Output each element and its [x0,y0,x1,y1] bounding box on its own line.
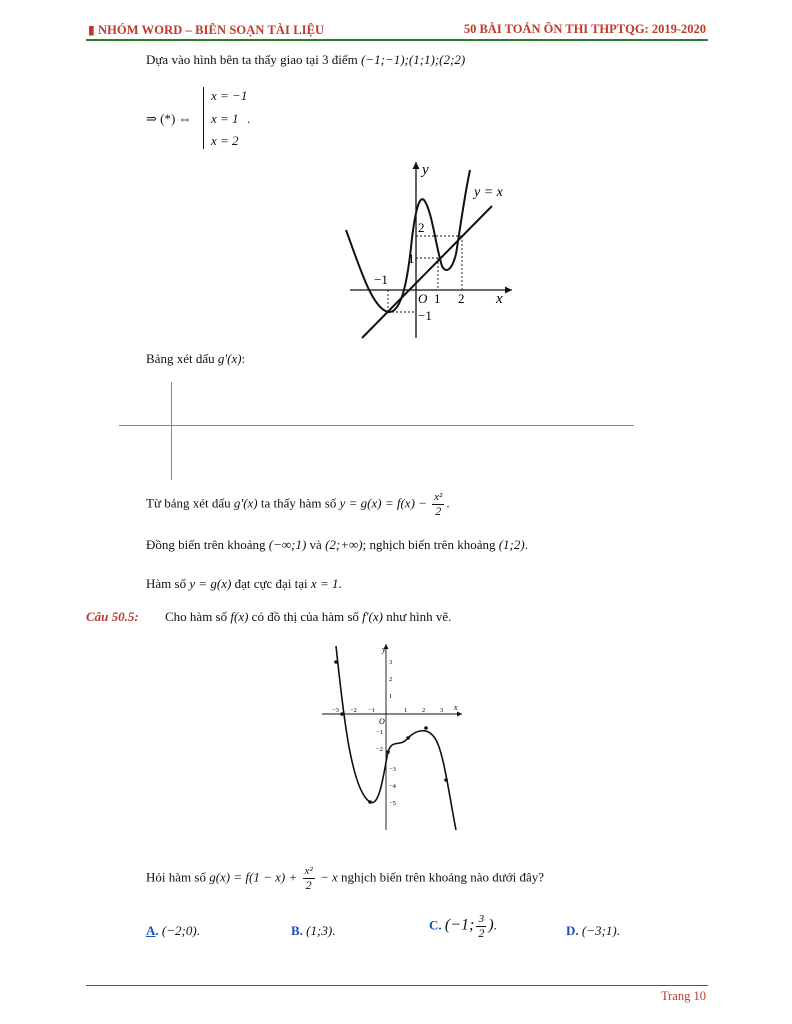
graph2-point-7 [444,778,448,782]
graph1-tick-y2: 2 [418,220,425,235]
graph2-ytick-neg1: −1 [376,729,383,736]
option-d[interactable] [566,923,620,939]
conclusion-frac-den: 2 [435,503,442,518]
system-end: . [247,111,251,126]
option-c-label: C. [429,917,442,933]
page-number: Trang 10 [660,989,706,1003]
option-b-value: (1;3) [306,923,333,938]
graph2-xtick-neg1: −1 [368,707,375,714]
graph2-xtick-3: 3 [440,707,444,714]
ask-fraction [303,866,315,891]
graph2-ytick-neg2: −2 [376,746,383,753]
extremum-x: x = 1 [310,576,339,591]
question-text-c: như hình vẽ. [386,609,452,624]
ask-frac-num: x² [304,865,313,877]
ask-tail: − x [319,869,338,885]
ask-frac-den: 2 [305,877,312,892]
graph2-ytick-2: 2 [389,676,393,683]
option-d-end: . [616,923,620,938]
sign-table-func: g'(x) [217,351,242,366]
graph2-origin: O [379,717,385,726]
graph1-tick-yneg1: −1 [418,308,432,323]
question-label: Câu 50.5: [86,609,139,624]
graph1-x-arrow [505,287,512,294]
option-b[interactable] [291,923,335,939]
graph2-point-2 [340,712,344,716]
conclusion-prefix: Từ bảng xét dấu [146,495,231,511]
header-rule [86,39,708,41]
conclusion-formula: y = g(x) = f(x) − [339,495,427,511]
system-row-1: x = −1 [211,88,248,103]
monotone-int3: (1;2) [498,537,525,552]
option-a-value: (−2;0) [161,923,197,938]
graph2-ytick-3: 3 [389,659,393,666]
graph-derivative [318,640,468,832]
option-c-close: ) [488,916,494,934]
question-text-a: Cho hàm số [165,609,228,624]
option-d-label: D. [566,923,579,938]
ask-b: nghịch biến trên khoảng nào dưới đây? [340,869,545,885]
graph1-y-label: y [422,162,429,178]
sign-table-label: Bảng xét dấu [146,351,215,366]
graph2-point-3 [368,800,372,804]
option-a-label: A [146,923,156,938]
graph1-tick-x2: 2 [458,291,465,306]
extremum-b: đạt cực đại tại [234,576,308,591]
extremum-func: y = g(x) [189,576,232,591]
graph1-line-label: y = x [474,185,503,200]
question-func1: f(x) [230,609,249,624]
graph2-point-5 [406,736,410,740]
monotone-b: ; nghịch biến trên khoảng [362,537,496,552]
ask-line [146,866,544,891]
graph1-y-arrow [413,162,420,169]
conclusion-mid: ta thấy hàm số [260,495,337,511]
option-c-fraction [476,914,486,939]
graph2-x-arrow [457,712,462,717]
monotone-and: và [309,537,322,552]
graph2-curve [336,646,456,830]
graph2-xtick-neg3: −3 [332,707,339,714]
sign-table-hline [119,425,634,426]
graph-intersection [340,158,520,340]
intersection-points: (−1;−1);(1;1);(2;2) [361,52,466,67]
conclusion-frac-num: x² [434,491,443,503]
extremum-end: . [338,576,342,591]
implies-label: ⇒ (*) ⇔ [146,111,192,126]
question-func2: f'(x) [362,609,383,624]
book-icon: ▮ [88,23,95,37]
header-left-title [88,22,324,38]
graph1-x-label: x [496,291,503,307]
monotone-line [146,537,528,553]
graph2-point-1 [334,660,338,664]
monotone-a: Đồng biến trên khoảng [146,537,266,552]
graph2-xtick-neg2: −2 [350,707,357,714]
sign-table-colon: : [241,351,246,366]
option-b-label: B. [291,923,303,938]
monotone-end: . [524,537,528,552]
extremum-line [146,576,342,592]
option-c-frac-den: 2 [478,925,485,940]
sign-table-caption [146,351,245,367]
option-b-end: . [332,923,336,938]
header-left-text: NHÓM WORD – BIÊN SOẠN TÀI LIỆU [97,23,325,37]
graph2-ytick-neg5: −5 [389,800,396,807]
option-d-value: (−3;1) [581,923,617,938]
monotone-int1: (−∞;1) [268,537,307,552]
solution-line-1-text: Dựa vào hình bên ta thấy giao tại 3 điểm [146,52,358,67]
graph1-tick-x1: 1 [434,291,441,306]
ask-a: Hỏi hàm số [146,869,206,885]
sign-table-vline [171,382,172,480]
graph1-origin: O [418,291,428,306]
option-c-frac-num: 3 [476,914,486,927]
option-c-open: (−1; [444,916,475,934]
option-a-end: . [196,923,200,938]
graph2-xtick-1: 1 [404,707,408,714]
question-text-b: có đồ thị của hàm số [251,609,359,624]
ask-formula: g(x) = f(1 − x) + [209,869,298,885]
graph2-ytick-neg3: −3 [389,766,396,773]
option-a[interactable]: A. (−2;0). [146,923,200,938]
graph1-tick-y1: 1 [408,251,415,266]
footer-rule [86,985,708,986]
conclusion-line [146,492,450,517]
option-c[interactable] [429,914,497,939]
graph2-x-label: x [454,703,458,712]
graph2-ytick-neg4: −4 [389,783,396,790]
system-row-2: x = 1 [211,111,239,126]
graph2-y-label: y [382,645,386,654]
graph2-point-6 [424,726,428,730]
conclusion-fraction [432,492,444,517]
header-right-title: 50 BÀI TOÁN ÔN THI THPTQG: 2019-2020 [463,22,706,36]
graph2-ytick-1: 1 [389,693,393,700]
system-row-3: x = 2 [211,133,239,148]
option-c-end: . [493,917,497,933]
graph2-point-4 [386,750,390,754]
graph2-xtick-2: 2 [422,707,426,714]
monotone-int2: (2;+∞) [325,537,363,552]
question-text [165,609,451,625]
graph1-tick-xneg1: −1 [374,272,388,287]
conclusion-func: g'(x) [233,495,258,511]
conclusion-end: . [446,495,450,511]
solution-line-1 [146,52,465,68]
extremum-a: Hàm số [146,576,187,591]
